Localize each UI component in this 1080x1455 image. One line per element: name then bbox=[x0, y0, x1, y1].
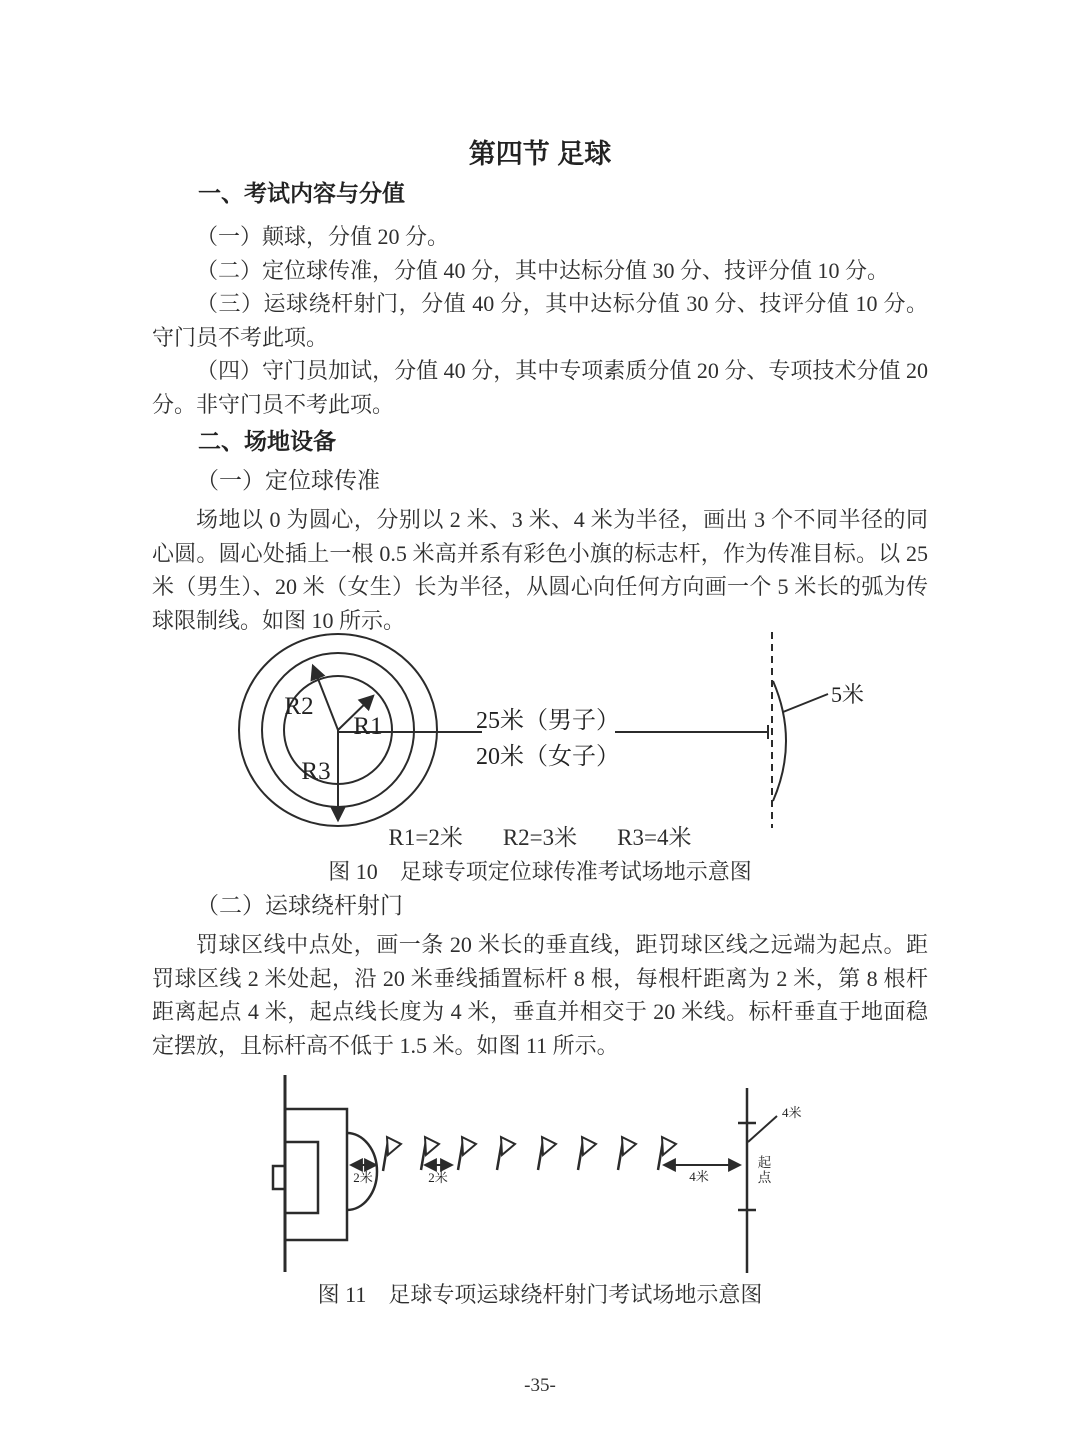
start-point-label: 起点 bbox=[757, 1155, 772, 1185]
page-title: 第四节 足球 bbox=[468, 139, 612, 169]
r2-label: R2 bbox=[284, 693, 314, 720]
figure11-caption: 图 11 足球专项运球绕杆射门考试场地示意图 bbox=[317, 1282, 763, 1307]
distance-men-label: 25米（男子） bbox=[476, 708, 620, 734]
slalom-pole-flag-6 bbox=[578, 1137, 596, 1170]
sub1-heading: （一）定位球传准 bbox=[196, 468, 380, 493]
legend-r1: R1=2米 bbox=[388, 825, 463, 850]
gap-area-to-pole-label: 2米 bbox=[353, 1170, 373, 1185]
goal-area bbox=[285, 1142, 318, 1213]
page-number: -35- bbox=[524, 1374, 556, 1396]
exam-item-4: （四）守门员加试，分值 40 分，其中专项素质分值 20 分、专项技术分值 20 分。非守门员不考此项。 bbox=[152, 358, 928, 417]
arc-length-label: 5米 bbox=[831, 682, 865, 707]
penalty-area bbox=[285, 1109, 347, 1240]
distance-women-label: 20米（女子） bbox=[476, 744, 620, 770]
figure10-caption: 图 10 足球专项定位球传准考试场地示意图 bbox=[328, 858, 752, 884]
slalom-pole-flag-4 bbox=[497, 1137, 515, 1170]
legend-r2: R2=3米 bbox=[502, 825, 578, 850]
start-length-callout-line bbox=[748, 1116, 777, 1142]
figure-10 bbox=[0, 628, 1080, 828]
pass-limit-arc bbox=[773, 681, 786, 801]
slalom-pole-flag-7 bbox=[618, 1137, 636, 1170]
sub2-heading: （二）运球绕杆射门 bbox=[196, 892, 403, 918]
gap-pole-to-start-label: 4米 bbox=[689, 1169, 709, 1184]
arc-callout-line bbox=[783, 694, 828, 712]
sub1-body: 场地以 0 为圆心，分别以 2 米、3 米、4 米为半径，画出 3 个不同半径的同心圆。圆心处插上一根 0.5 米高并系有彩色小旗的标志杆，作为传准目标。以 25 米（男生）、20 米（女生）长为半径，从圆心向任何方向画一个 5 米长的弧为传球限制线。如图 10 所示。 bbox=[152, 507, 928, 633]
exam-item-2: （二）定位球传准，分值 40 分，其中达标分值 30 分、技评分值 10 分。 bbox=[196, 257, 890, 283]
start-line-length-label: 4米 bbox=[782, 1105, 802, 1120]
section2-heading: 二、场地设备 bbox=[198, 428, 336, 454]
figure-11 bbox=[0, 1075, 1080, 1275]
r1-label: R1 bbox=[353, 713, 383, 740]
goal-box bbox=[273, 1166, 285, 1189]
slalom-pole-flag-3 bbox=[458, 1137, 476, 1170]
fig10-diagram bbox=[150, 628, 930, 828]
section1-heading: 一、考试内容与分值 bbox=[198, 180, 405, 206]
gap-between-poles-label: 2米 bbox=[428, 1170, 448, 1185]
legend-r3: R3=4米 bbox=[617, 825, 692, 850]
exam-item-3: （三）运球绕杆射门，分值 40 分，其中达标分值 30 分、技评分值 10 分。守门员不考此项。 bbox=[152, 291, 928, 350]
r3-label: R3 bbox=[301, 758, 331, 785]
slalom-pole-flag-5 bbox=[538, 1137, 556, 1170]
exam-item-1: （一）颠球，分值 20 分。 bbox=[196, 224, 450, 249]
slalom-pole-flag-1 bbox=[383, 1137, 401, 1171]
sub2-body: 罚球区线中点处，画一条 20 米长的垂直线，距罚球区线之远端为起点。距罚球区线 2 米处起，沿 20 米垂线插置标杆 8 根，每根杆距离为 2 米，第 8 根杆距离起点 4 米，起点线长度为 4 米，垂直并相交于 20 米线。标杆垂直于地面稳定摆放，且标杆高不低于 1.5 米。如图 11 所示。 bbox=[152, 932, 928, 1058]
fig11-diagram bbox=[150, 1075, 930, 1275]
